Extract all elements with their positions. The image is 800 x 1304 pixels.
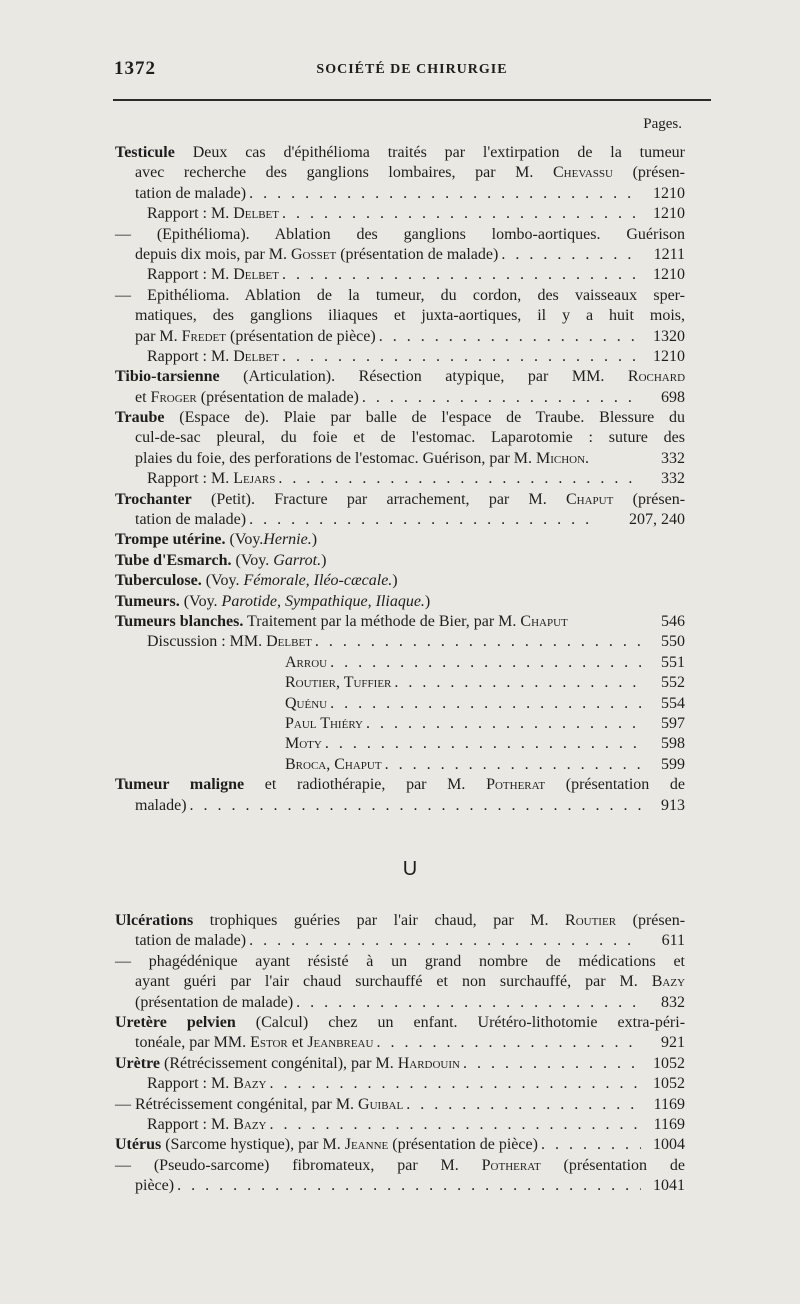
- index-entry-line: [115, 1095, 685, 1115]
- entry-keyword: Ulcérations: [115, 912, 194, 929]
- page-ref: 598: [661, 735, 685, 753]
- index-entry-line: [115, 911, 685, 931]
- page-header: [114, 58, 710, 84]
- author-name: Bazy: [233, 1115, 267, 1133]
- index-entry-line: [115, 1115, 685, 1135]
- index-entry-line: [115, 734, 685, 754]
- entry-keyword: Traube: [115, 409, 165, 427]
- index-entry-line: [115, 163, 685, 183]
- entry-text: Rapport : M.: [147, 266, 230, 284]
- entry-text: malade): [135, 796, 187, 814]
- entry-text: ): [321, 551, 327, 569]
- leader-dots: [246, 184, 641, 204]
- page-ref: 1052: [653, 1054, 685, 1072]
- leader-dots: [279, 204, 641, 224]
- page-ref: 832: [661, 993, 685, 1011]
- author-name: Potherat: [486, 776, 546, 794]
- entry-text: plaies du foie, des perforations de l'estomac. Guérison, par M.: [135, 449, 532, 467]
- cross-reference: Parotide, Sympathique, Iliaque.: [221, 592, 425, 610]
- leader-dots: [279, 265, 641, 285]
- author-name: Chaput: [520, 612, 568, 630]
- page-ref: 332: [661, 449, 685, 467]
- leader-dots: [293, 993, 641, 1013]
- page-ref: 1210: [653, 184, 685, 202]
- entry-text: — (Pseudo-sarcome) fibromateux, par M.: [115, 1156, 459, 1174]
- author-name: Fredet: [181, 327, 226, 345]
- entry-text: (présen-: [632, 164, 686, 182]
- index-entry-line: [115, 612, 685, 632]
- entry-keyword: Tube d'Esmarch.: [115, 551, 232, 569]
- author-name: Guibal: [358, 1095, 404, 1113]
- entry-text: par M.: [135, 327, 178, 345]
- index-entry-line: [115, 428, 685, 448]
- entry-keyword: Tibio-tarsienne: [115, 368, 220, 386]
- entry-text: cul-de-sac pleural, du foie et de l'estomac. Laparotomie : suture des: [135, 429, 685, 447]
- page-ref: 332: [661, 470, 685, 488]
- leader-dots: [174, 1176, 641, 1196]
- leader-dots: [376, 327, 641, 347]
- entry-text: trophiques guéries par l'air chaud, par M.: [209, 912, 549, 929]
- author-name: Hardouin: [397, 1054, 460, 1072]
- leader-dots: [359, 388, 641, 408]
- leader-dots: [327, 694, 641, 714]
- running-title: SOCIÉTÉ DE CHIRURGIE: [316, 62, 508, 77]
- page-ref: 1004: [653, 1136, 685, 1154]
- entry-text: (présentation de malade): [340, 245, 499, 263]
- page-ref: 698: [661, 388, 685, 406]
- index-entry-line: [115, 551, 685, 571]
- page-ref: 550: [661, 633, 685, 651]
- index-entry-line: [115, 449, 685, 469]
- entry-text: Rapport : M.: [147, 470, 230, 488]
- index-entry-line: [115, 694, 685, 714]
- leader-dots: [498, 245, 641, 265]
- leader-dots: [267, 1074, 642, 1094]
- page-ref: 1041: [653, 1177, 685, 1195]
- author-name: Chaput: [566, 490, 614, 508]
- author-name: Delbet: [233, 266, 279, 284]
- entry-text: tation de malade): [135, 932, 247, 950]
- author-name: Delbet: [233, 205, 279, 223]
- page-ref: 551: [661, 653, 685, 671]
- entry-text: tation de malade): [135, 184, 247, 202]
- index-entry-line: [115, 796, 685, 816]
- index-entry-line: [115, 347, 685, 367]
- index-entry-line: [115, 755, 685, 775]
- pages-column-label: Pages.: [643, 116, 682, 132]
- index-entry-line: [115, 592, 685, 612]
- entry-text: (Rétrécissement congénital), par M.: [164, 1054, 394, 1072]
- entry-text: (Sarcome hystique), par M.: [165, 1136, 341, 1154]
- author-name: Chevassu: [553, 164, 613, 182]
- author-name: Quénu: [285, 694, 328, 712]
- entry-text: — Rétrécissement congénital, par M.: [115, 1095, 355, 1113]
- leader-dots: [267, 1115, 642, 1135]
- entry-text: (Calcul) chez un enfant. Urétéro-lithotomie extra-péri-: [255, 1013, 686, 1031]
- entry-text: tonéale, par MM.: [135, 1034, 247, 1052]
- author-name: Jeanbreau: [307, 1034, 374, 1052]
- index-entry-line: [115, 952, 685, 972]
- leader-dots: [275, 469, 641, 489]
- entry-keyword: Tuberculose.: [115, 572, 202, 590]
- entry-text: (Voy.: [205, 572, 240, 590]
- page-ref: 1320: [653, 327, 685, 345]
- leader-dots: [391, 673, 641, 693]
- header-rule: [113, 99, 711, 101]
- index-entry-line: [115, 1074, 685, 1094]
- index-entry-line: [115, 1033, 685, 1053]
- leader-dots: [279, 347, 641, 367]
- leader-dots: [460, 1054, 641, 1074]
- entry-text: (Espace de). Plaie par balle de l'espace de Traube. Blessure du: [179, 409, 686, 427]
- cross-reference: Hernie.: [263, 531, 312, 549]
- index-entry-line: [115, 673, 685, 693]
- section-letter-heading: U: [402, 858, 418, 880]
- page-ref: 921: [661, 1034, 685, 1052]
- entry-text: pièce): [135, 1177, 175, 1195]
- page-ref: 1052: [653, 1075, 685, 1093]
- leader-dots: [589, 449, 641, 469]
- entry-text: ): [311, 531, 318, 549]
- leader-dots: [312, 632, 641, 652]
- entry-text: (Voy.: [183, 592, 218, 610]
- entry-keyword: Tumeurs.: [115, 592, 180, 610]
- entry-text: (présentation de: [565, 776, 686, 794]
- leader-dots: [246, 931, 641, 951]
- leader-dots: [568, 612, 641, 632]
- entry-text: avec recherche des ganglions lombaires, par M.: [135, 164, 534, 182]
- leader-dots: [322, 734, 641, 754]
- author-name: Potherat: [481, 1156, 541, 1174]
- page-ref: 554: [661, 694, 685, 712]
- entry-text: (présentation de: [563, 1156, 686, 1174]
- index-entry-line: [115, 510, 685, 530]
- index-entry-line: [115, 775, 685, 795]
- page-ref: 1210: [653, 347, 685, 365]
- index-entry-line: [115, 1176, 685, 1196]
- index-entry-line: [115, 931, 685, 951]
- entry-text: Rapport : M.: [147, 1075, 230, 1093]
- entry-text: (présen-: [632, 912, 686, 929]
- page-ref: 1210: [653, 205, 685, 223]
- index-entry-line: [115, 1135, 685, 1155]
- author-name: Delbet: [266, 633, 312, 651]
- entry-text: (présentation de pièce): [392, 1136, 538, 1154]
- index-entry-line: [115, 1013, 685, 1033]
- index-section-t: [115, 143, 685, 816]
- leader-dots: [538, 1135, 641, 1155]
- page-ref: 1210: [653, 266, 685, 284]
- entry-keyword: Trochanter: [115, 490, 192, 508]
- author-name: Froger: [150, 388, 197, 406]
- index-entry-line: [115, 286, 685, 306]
- author-name: Arrou: [285, 653, 328, 671]
- author-name: Routier: [565, 912, 617, 929]
- entry-text: (présen-: [632, 490, 686, 508]
- index-entry-line: [115, 490, 685, 510]
- entry-text: depuis dix mois, par M.: [135, 245, 287, 263]
- index-entry-line: [115, 327, 685, 347]
- index-entry-line: [115, 225, 685, 245]
- entry-text: ): [392, 572, 398, 590]
- cross-reference: Garrot.: [273, 551, 322, 569]
- entry-text: (Articulation). Résection atypique, par MM.: [243, 368, 605, 386]
- entry-text: Traitement par la méthode de Bier, par M.: [247, 612, 517, 630]
- index-entry-line: [115, 993, 685, 1013]
- leader-dots: [363, 714, 641, 734]
- index-entry-line: [115, 632, 685, 652]
- index-entry-line: [115, 184, 685, 204]
- index-entry-line: [115, 469, 685, 489]
- entry-text: Rapport : M.: [147, 205, 230, 223]
- author-name: Lejars: [233, 470, 276, 488]
- entry-text: ayant guéri par l'air chaud surchauffé et non surchauffé, par M.: [135, 973, 638, 991]
- author-name: Routier, Tuffier: [285, 674, 392, 692]
- entry-keyword: Utérus: [115, 1136, 162, 1154]
- page-ref: 207, 240: [629, 511, 685, 529]
- entry-keyword: Tumeur maligne: [115, 776, 245, 794]
- entry-text: Rapport : M.: [147, 347, 230, 365]
- author-name: Jeanne: [344, 1136, 389, 1154]
- entry-text: (Voy.: [229, 531, 264, 549]
- leader-dots: [403, 1095, 641, 1115]
- index-entry-line: [115, 714, 685, 734]
- author-name: Michon.: [536, 449, 590, 467]
- page-ref: 546: [661, 612, 685, 630]
- page-ref: 1169: [653, 1115, 685, 1133]
- index-entry-line: [115, 530, 685, 550]
- index-entry-line: [115, 653, 685, 673]
- entry-text: (présentation de pièce): [230, 327, 376, 345]
- index-entry-line: [115, 265, 685, 285]
- leader-dots: [373, 1033, 641, 1053]
- page-ref: 611: [661, 932, 685, 950]
- author-name: Bazy: [233, 1075, 267, 1093]
- page-number: 1372: [114, 58, 156, 79]
- index-section-u: [115, 911, 685, 1196]
- index-entry-line: [115, 1156, 685, 1176]
- index-entry-line: [115, 204, 685, 224]
- index-entry-line: [115, 143, 685, 163]
- entry-text: Rapport : M.: [147, 1115, 230, 1133]
- page-ref: 913: [661, 796, 685, 814]
- entry-text: — phagédénique ayant résisté à un grand nombre de médications et: [115, 952, 685, 970]
- entry-keyword: Tumeurs blanches.: [115, 612, 244, 630]
- author-name: Moty: [285, 735, 322, 753]
- author-name: Rochard: [627, 368, 686, 386]
- page-ref: 597: [661, 714, 685, 732]
- entry-keyword: Testicule: [115, 144, 175, 161]
- leader-dots: [187, 796, 641, 816]
- index-entry-line: [115, 1054, 685, 1074]
- entry-text: Deux cas d'épithélioma traités par l'extirpation de la tumeur: [192, 144, 686, 161]
- page-ref: 599: [661, 755, 685, 773]
- author-name: Broca, Chaput: [285, 755, 382, 773]
- page-ref: 552: [661, 674, 685, 692]
- entry-text: et radiothérapie, par M.: [264, 776, 466, 794]
- author-name: Gosset: [291, 245, 337, 263]
- cross-reference: Fémorale, Iléo-cæcale.: [243, 572, 393, 590]
- entry-text: matiques, des ganglions iliaques et juxta-aortiques, il y a huit mois,: [135, 307, 685, 325]
- entry-text: Discussion : MM.: [147, 633, 263, 651]
- index-entry-line: [115, 571, 685, 591]
- entry-text: et: [135, 388, 147, 406]
- index-entry-line: [115, 408, 685, 428]
- index-entry-line: [115, 388, 685, 408]
- page-ref: 1211: [653, 245, 685, 263]
- index-entry-line: [115, 972, 685, 992]
- leader-dots: [327, 653, 641, 673]
- entry-text: (présentation de malade): [135, 993, 294, 1011]
- leader-dots: [246, 510, 595, 530]
- page-ref: 1169: [653, 1095, 685, 1113]
- entry-text: ): [424, 592, 431, 610]
- index-entry-line: [115, 367, 685, 387]
- entry-keyword: Trompe utérine.: [115, 531, 226, 549]
- entry-text: tation de malade): [135, 511, 247, 529]
- entry-keyword: Urètre: [115, 1054, 160, 1072]
- entry-text: — (Epithélioma). Ablation des ganglions lombo-aortiques. Guérison: [115, 225, 685, 243]
- author-name: Delbet: [233, 347, 279, 365]
- entry-text: et: [291, 1034, 304, 1052]
- entry-text: (Voy.: [235, 551, 270, 569]
- author-name: Paul Thiéry: [285, 714, 363, 732]
- author-name: Estor: [250, 1034, 288, 1052]
- index-entry-line: [115, 306, 685, 326]
- entry-text: (Petit). Fracture par arrachement, par M.: [211, 490, 547, 508]
- index-entry-line: [115, 245, 685, 265]
- author-name: Bazy: [651, 973, 686, 991]
- entry-text: (présentation de malade): [200, 388, 359, 406]
- leader-dots: [382, 755, 641, 775]
- entry-text: — Epithélioma. Ablation de la tumeur, du cordon, des vaisseaux sper-: [115, 286, 685, 304]
- entry-keyword: Uretère pelvien: [115, 1013, 236, 1031]
